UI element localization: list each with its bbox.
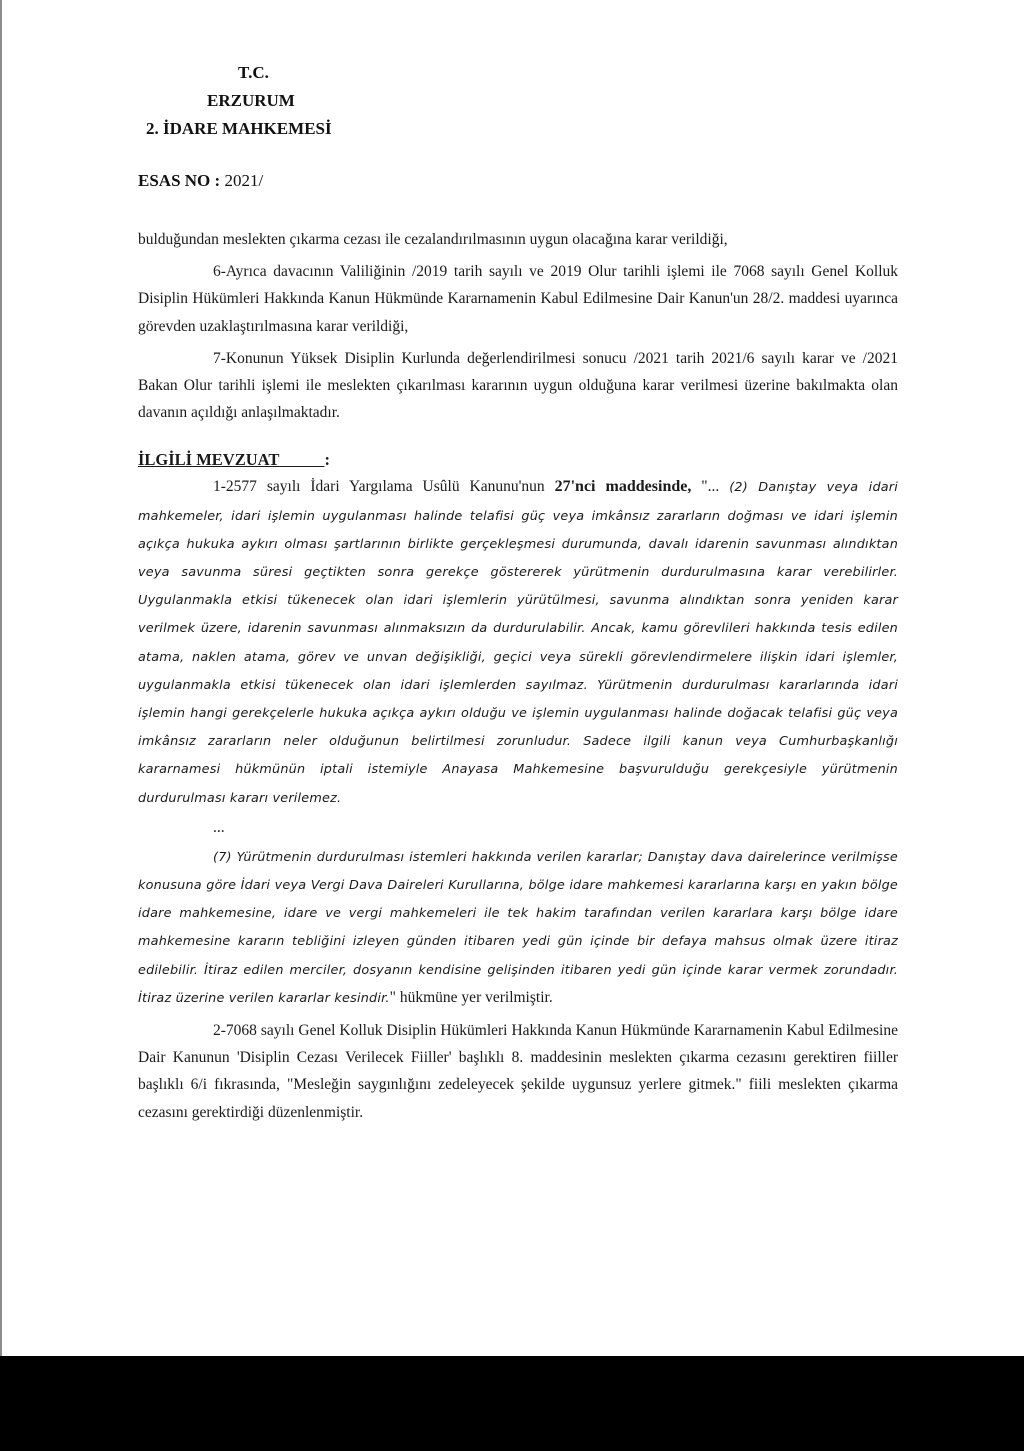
case-number (138, 171, 263, 191)
law-1-item-7 (138, 843, 898, 1012)
law-1-quote-open: "... (691, 478, 730, 496)
paragraph-continuation: bulduğundan meslekten çıkarma cezası ile cezalandırılmasının uygun olacağına karar verildiği, (138, 231, 728, 248)
case-number-label: ESAS NO : (138, 171, 221, 190)
law-1-article: 27'nci maddesinde, (554, 478, 692, 496)
ellipsis: ... (213, 818, 225, 836)
law-1-item-7-text: (7) Yürütmenin durdurulması istemleri hakkında verilen kararlar; Danıştay dava dairelerince verilmişse konusuna göre İdari veya Vergi Dava Daireleri Kurullarına, bölge idare mahkemesi kararlarına karşı en yakın bölge idare mahkemesine, idare ve vergi mahkemeleri ile tek hakim tarafından verilen kararlara karşı bölge idare mahkemesine kararın tebliğini izleyen günden itibaren yedi gün içinde bir defaya mahsus olmak üzere itiraz edilebilir. İtiraz edilen merciler, dosyanın kendisine gelişinden itibaren yedi gün içinde karar vermek zorundadır. İtiraz üzerine verilen kararlar kesindir. (138, 849, 898, 1006)
law-2-paragraph: 2-7068 sayılı Genel Kolluk Disiplin Hükümleri Hakkında Kanun Hükmünde Kararnamenin Kabul Edilmesine Dair Kanunun 'Disiplin Cezası Verilecek Fiiller' başlıklı 8. maddesinin meslekten çıkarma cezasını gerektiren fiiller başlıklı 6/i fıkrasında, "Mesleğin saygınlığını zedeleyecek şekilde uygunsuz yerlere gitmek." fiili meslekten çıkarma cezasını gerektirdiği düzenlenmiştir. (138, 1022, 898, 1121)
paragraph-7: 7-Konunun Yüksek Disiplin Kurlunda değerlendirilmesi sonucu /2021 tarih 2021/6 sayılı karar ve /2021 Bakan Olur tarihli işlemi ile meslekten çıkarılması kararının uygun olduğuna karar verilmesi üzerine bakılmakta olan davanın açıldığı anlaşılmaktadır. (138, 349, 898, 422)
section-heading-title: İLGİLİ MEVZUAT (138, 450, 280, 470)
case-number-value: 2021/ (224, 171, 264, 190)
document-body (138, 226, 898, 1131)
law-1-quote-text: (2) Danıştay veya idari mahkemeler, idari işlemin uygulanması halinde telafisi güç veya imkânsız zararların doğması ve idari işlemin açıkça hukuka aykırı olması şartlarının birlikte gerçekleşmesi durumunda, davalı idarenin savunması alındıktan veya savunma süresi geçtikten sonra gerekçe göstererek yürütmenin durdurulmasına karar verebilirler. Uygulanmakla etkisi tükenecek olan idari işlemlerin yürütülmesi, savunma alındıktan sonra yeniden karar verilmek üzere, idarenin savunması alınmaksızın da durdurulabilir. Ancak, kamu görevlileri hakkında tesis edilen atama, naklen atama, görev ve unvan değişikliği, geçici veya sürekli görevlendirmelere ilişkin idari işlemler, uygulanmakla etkisi tükenecek olan idari işlemlerden sayılmaz. Yürütmenin durdurulması kararlarında idari işlemin hangi gerekçelerle hukuka açıkça aykırı olduğu ve işlemin uygulanması halinde doğacak telafisi güç veya imkânsız zararların neler olduğunun belirtilmesi zorunludur. Sadece ilgili kanun veya Cumhurbaşkanlığı kararnamesi hükmünün iptali istemiyle Anayasa Mahkemesine başvurulduğu gerekçesiyle yürütmenin durdurulması kararı verilemez. (138, 480, 899, 806)
page-edge-line (0, 0, 2, 1356)
header-city: ERZURUM (207, 91, 295, 110)
section-heading-colon: : (324, 450, 330, 470)
law-1-intro: 1-2577 sayılı İdari Yargılama Usûlü Kanunu'nun (213, 478, 555, 496)
viewer-bottom-bar (0, 1356, 1024, 1451)
paragraph-6: 6-Ayrıca davacının Valiliğinin /2019 tarih sayılı ve 2019 Olur tarihli işlemi ile 7068 sayılı Genel Kolluk Disiplin Hükümleri Hakkında Kanun Hükmünde Kararnamenin Kabul Edilmesine Dair Kanun'un 28/2. maddesi uyarınca görevden uzaklaştırılmasına karar verildiği, (138, 263, 898, 335)
header-tc: T.C. (238, 63, 269, 82)
law-1-paragraph (138, 473, 898, 811)
header-court: 2. İDARE MAHKEMESİ (146, 119, 332, 138)
law-1-closing: " hükmüne yer verilmiştir. (389, 988, 553, 1006)
section-heading (138, 446, 898, 473)
